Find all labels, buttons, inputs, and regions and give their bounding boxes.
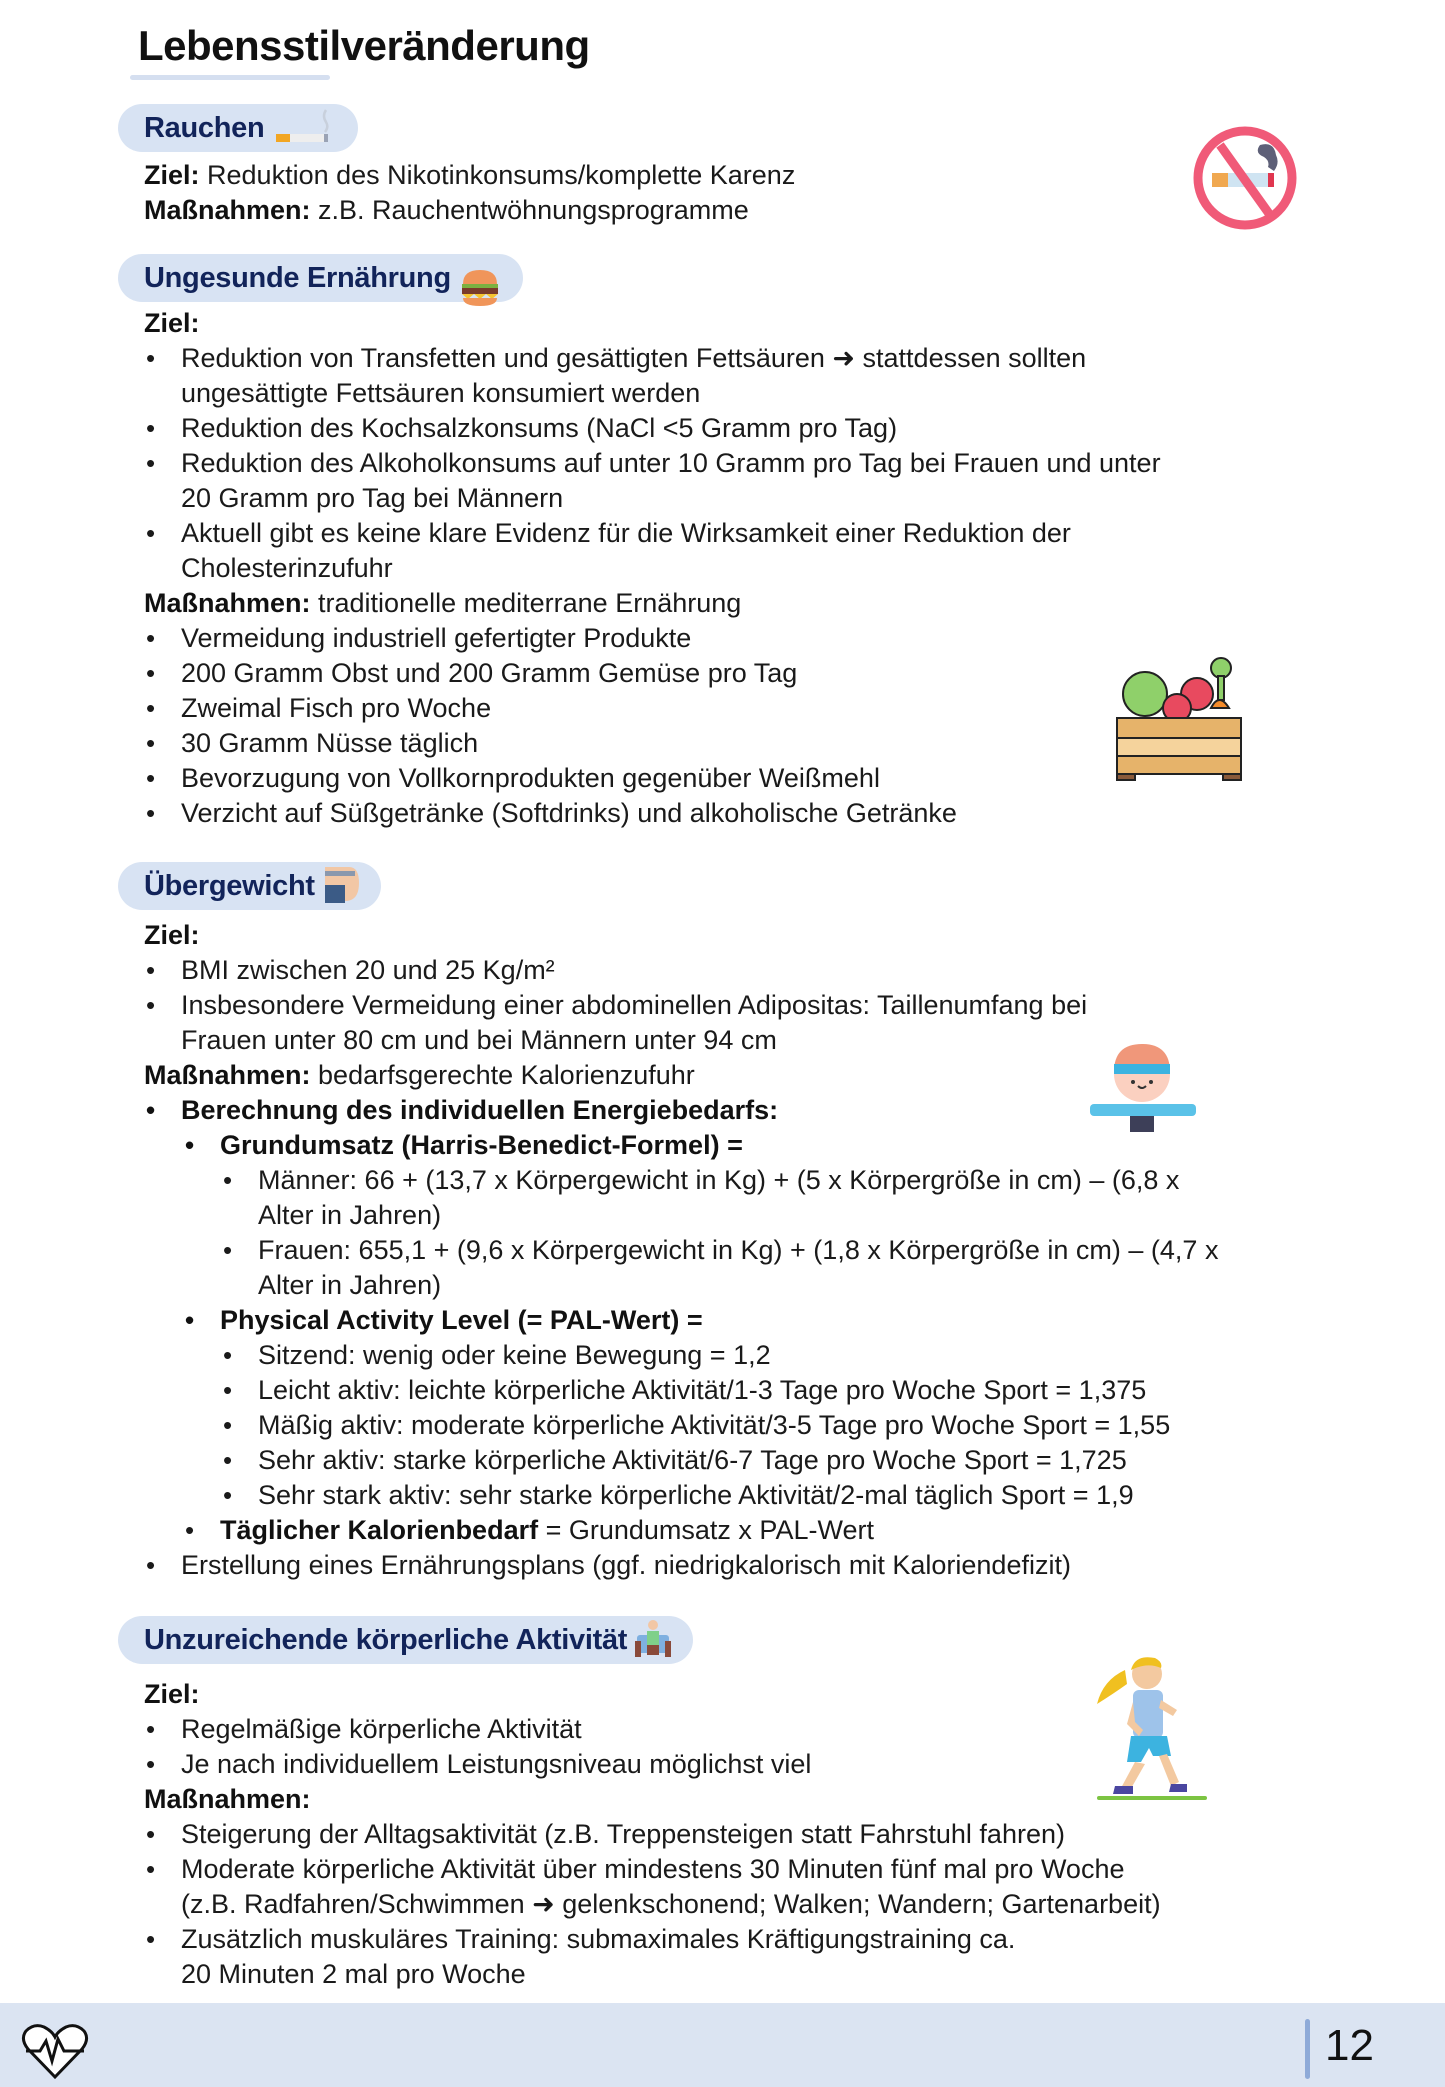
list-item: • Steigerung der Alltagsaktivität (z.B. Treppensteigen statt Fahrstuhl fahren) [144,1817,1295,1852]
list-item: • Regelmäßige körperliche Aktivität [144,1712,1295,1747]
list-item: • Männer: 66 + (13,7 x Körpergewicht in Kg) + (5 x Körpergröße in cm) – (6,8 x [221,1163,1295,1198]
list-item: • BMI zwischen 20 und 25 Kg/m² [144,953,1295,988]
list-item: • Leicht aktiv: leichte körperliche Aktivität/1-3 Tage pro Woche Sport = 1,375 [221,1373,1295,1408]
list-item: • Vermeidung industriell gefertigter Produkte [144,621,1295,656]
list-item: • Berechnung des individuellen Energiebedarfs: [144,1093,1295,1128]
section-heading-koerperliche-aktivitaet: Unzureichende körperliche Aktivität [118,1616,693,1664]
list-item-continuation: 20 Minuten 2 mal pro Woche [181,1959,526,1989]
cigarette-icon [272,106,336,151]
list-item: • Erstellung eines Ernährungsplans (ggf. niedrigkalorisch mit Kaloriendefizit) [144,1548,1295,1583]
list-item-continuation: Cholesterinzufuhr [181,553,393,583]
vegetable-crate-icon [1115,652,1245,787]
list-item: • 200 Gramm Obst und 200 Gramm Gemüse pro Tag [144,656,1295,691]
list-item-continuation: Alter in Jahren) [258,1270,442,1300]
no-smoking-icon [1190,123,1300,238]
heartbeat-heart-icon [20,2021,90,2086]
section-body-rauchen: Ziel: Reduktion des Nikotinkonsums/komplette Karenz Maßnahmen: z.B. Rauchentwöhnungsprogramme [144,160,796,225]
list-item-continuation: 20 Gramm pro Tag bei Männern [181,483,564,513]
list-item: • Verzicht auf Süßgetränke (Softdrinks) und alkoholische Getränke [144,796,1295,831]
list-item: • Täglicher Kalorienbedarf = Grundumsatz x PAL-Wert [183,1513,1295,1548]
section-heading-rauchen: Rauchen [118,104,358,152]
list-item: • Zweimal Fisch pro Woche [144,691,1295,726]
list-item: • Reduktion des Kochsalzkonsums (NaCl <5 Gramm pro Tag) [144,411,1295,446]
walking-woman-icon [1095,1652,1210,1807]
person-on-couch-icon [635,1619,671,1662]
list-item: • Moderate körperliche Aktivität über mindestens 30 Minuten fünf mal pro Woche [144,1852,1295,1887]
section-heading-uebergewicht: Übergewicht [118,862,381,910]
list-item: • Aktuell gibt es keine klare Evidenz für die Wirksamkeit einer Reduktion der [144,516,1295,551]
list-item: • Grundumsatz (Harris-Benedict-Formel) = [183,1128,1295,1163]
title-underline [130,75,330,80]
list-item: • Mäßig aktiv: moderate körperliche Aktivität/3-5 Tage pro Woche Sport = 1,55 [221,1408,1295,1443]
list-item-continuation: ungesättigte Fettsäuren konsumiert werden [181,378,701,408]
list-item: • Frauen: 655,1 + (9,6 x Körpergewicht in Kg) + (1,8 x Körpergröße in cm) – (4,7 x [221,1233,1295,1268]
section-body-uebergewicht: Ziel: • BMI zwischen 20 und 25 Kg/m² • Insbesondere Vermeidung einer abdominellen Adipositas: Taillenumfang bei Frauen unter 80 cm und bei Männern unter 94 cm Maßnahmen: bedarfsgerechte Kalorienzufuhr • Berechnung des individuellen Energiebedarfs: • Grundumsatz (Harris-Benedict-Formel) = • Männer: 66 + (13,7 x Körpergewicht in Kg) + (5 x Körpergröße in cm) – (6,8 x Alter in Jahren) • Frauen: 655,1 + (9,6 x Körpergewicht in Kg) + (1,8 x Körpergröße in cm) – (4,7 x Alter in Jahren) • Physical Activity Level (= PAL-Wert) = • Sitzend: wenig oder keine Bewegung = 1,2 • Leicht aktiv: leichte körperliche Aktivität/1-3 Tage pro Woche Sport = 1,375 • Mäßig aktiv: moderate körperliche Aktivität/3-5 Tage pro Woche Sport = 1,55 • Sehr aktiv: starke körperliche Aktivität/6-7 Tage pro Woche Sport = 1,725 • Sehr stark aktiv: sehr starke körperliche Aktivität/2-mal täglich Sport = 1,9 • Täglicher Kalorienbedarf = Grundumsatz x PAL-Wert • Erstellung eines Ernährungsplans (ggf. niedrigkalorisch mit Kaloriendefizit) [144,918,1295,1583]
list-item: • Je nach individuellem Leistungsniveau möglichst viel [144,1747,1295,1782]
list-item: • Sitzend: wenig oder keine Bewegung = 1,2 [221,1338,1295,1373]
section-body-koerperliche-aktivitaet: Ziel: • Regelmäßige körperliche Aktivität • Je nach individuellem Leistungsniveau möglichst viel Maßnahmen: • Steigerung der Alltagsaktivität (z.B. Treppensteigen statt Fahrstuhl fahren) • Moderate körperliche Aktivität über mindestens 30 Minuten fünf mal pro Woche (z.B. Radfahren/Schwimmen ➜ gelenkschonend; Walken; Wandern; Gartenarbeit) • Zusätzlich muskuläres Training: submaximales Kräftigungstraining ca. 20 Minuten 2 mal pro Woche [144,1677,1295,1992]
list-item: • Sehr stark aktiv: sehr starke körperliche Aktivität/2-mal täglich Sport = 1,9 [221,1478,1295,1513]
energy-list [144,1093,1295,1583]
list-item: • Insbesondere Vermeidung einer abdominellen Adipositas: Taillenumfang bei [144,988,1295,1023]
section-body-ungesunde-ernaehrung: Ziel: • Reduktion von Transfetten und gesättigten Fettsäuren ➜ stattdessen sollten ungesättigte Fettsäuren konsumiert werden • Reduktion des Kochsalzkonsums (NaCl <5 Gramm pro Tag) • Reduktion des Alkoholkonsums auf unter 10 Gramm pro Tag bei Frauen und unter 20 Gramm pro Tag bei Männern • Aktuell gibt es keine klare Evidenz für die Wirksamkeit einer Reduktion der Cholesterinzufuhr Maßnahmen: traditionelle mediterrane Ernährung • Vermeidung industriell gefertigter Produkte • 200 Gramm Obst und 200 Gramm Gemüse pro Tag • Zweimal Fisch pro Woche • 30 Gramm Nüsse täglich • Bevorzugung von Vollkornprodukten gegenüber Weißmehl • Verzicht auf Süßgetränke (Softdrinks) und alkoholische Getränke [144,306,1295,831]
list-item: • Physical Activity Level (= PAL-Wert) = [183,1303,1295,1338]
list-item-continuation: Alter in Jahren) [258,1200,442,1230]
page-number: 12 [1325,2021,1374,2070]
list-item: • Reduktion von Transfetten und gesättigten Fettsäuren ➜ stattdessen sollten [144,341,1295,376]
list-item: • 30 Gramm Nüsse täglich [144,726,1295,761]
page-title: Lebensstilveränderung [138,22,590,69]
massnahmen-list [144,1817,1295,1992]
page-footer [0,2003,1445,2087]
section-heading-ungesunde-ernaehrung: Ungesunde Ernährung [118,254,523,302]
list-item: • Bevorzugung von Vollkornprodukten gegenüber Weißmehl [144,761,1295,796]
ziel-list [144,341,1295,586]
list-item-continuation: (z.B. Radfahren/Schwimmen ➜ gelenkschonend; Walken; Wandern; Gartenarbeit) [181,1889,1161,1919]
person-with-ruler-icon [1090,1042,1200,1142]
list-item: • Sehr aktiv: starke körperliche Aktivität/6-7 Tage pro Woche Sport = 1,725 [221,1443,1295,1478]
belly-measure-icon [323,865,359,908]
page-number-divider [1305,2019,1310,2079]
list-item: • Reduktion des Alkoholkonsums auf unter 10 Gramm pro Tag bei Frauen und unter [144,446,1295,481]
list-item: • Zusätzlich muskuläres Training: submaximales Kräftigungstraining ca. [144,1922,1295,1957]
list-item-continuation: Frauen unter 80 cm und bei Männern unter 94 cm [181,1025,777,1055]
